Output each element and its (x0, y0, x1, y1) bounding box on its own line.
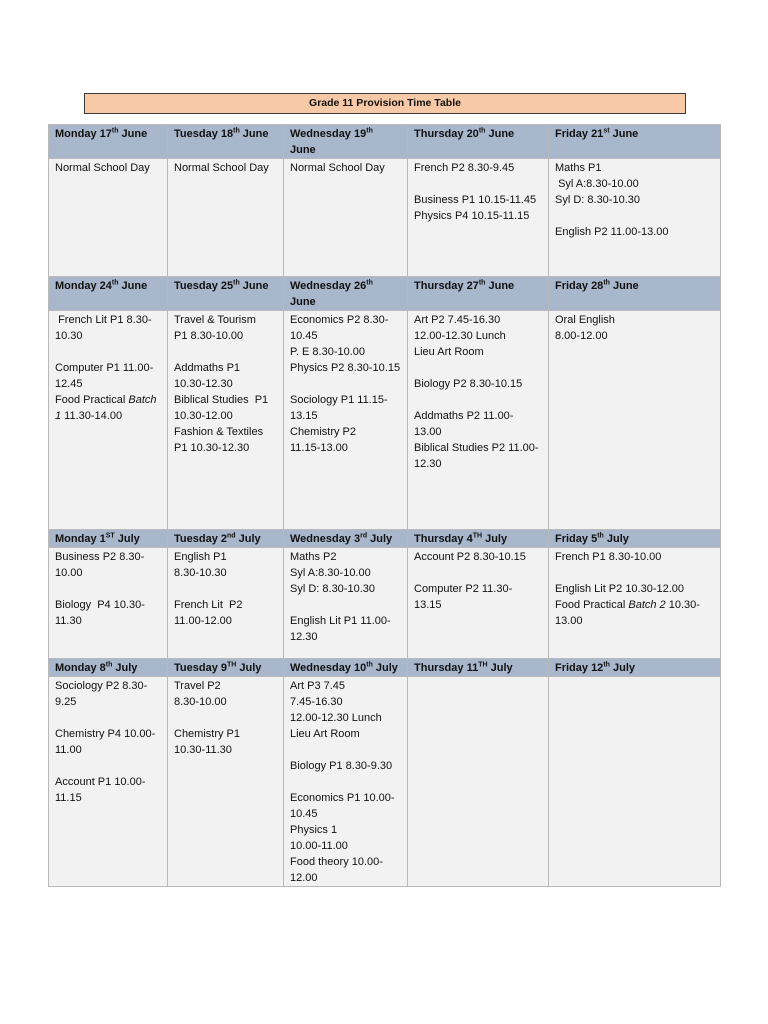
exam-line: Account P1 10.00- (55, 776, 146, 788)
exam-line: Art P2 7.45-16.30 (414, 314, 501, 326)
exam-line: Sociology P2 8.30- (55, 680, 148, 692)
exam-line: 13.00 (414, 426, 442, 438)
day-header (408, 277, 549, 311)
exam-line: P1 8.30-10.00 (174, 330, 244, 342)
day-header (408, 125, 549, 159)
day-month: July (482, 533, 508, 545)
day-month: June (609, 280, 639, 292)
exam-line: 11.00 (55, 744, 82, 756)
day-name: Friday 12 (555, 662, 604, 674)
exam-line (414, 360, 542, 376)
exam-line: 8.30-10.00 (174, 696, 227, 708)
day-month: June (239, 128, 269, 140)
day-month: July (112, 662, 138, 674)
exam-line (414, 392, 542, 408)
day-name: Wednesday 10 (290, 662, 367, 674)
exam-cell (168, 311, 284, 530)
exam-line: 12.00-12.30 Lunch (290, 712, 382, 724)
exam-line: Lieu Art Room (414, 346, 484, 358)
exam-line: 10.30-12.30 (174, 378, 233, 390)
exam-line: Travel & Tourism (174, 314, 256, 326)
day-ordinal-suffix: th (111, 127, 119, 135)
exam-line: Lieu Art Room (290, 728, 360, 740)
day-header (49, 125, 168, 159)
day-header (168, 125, 284, 159)
day-month: June (118, 128, 148, 140)
exam-cell (408, 677, 549, 887)
day-header (168, 659, 284, 677)
day-name: Wednesday 3 (290, 533, 361, 545)
exam-cell (168, 548, 284, 659)
exam-line: French Lit P1 8.30- (55, 314, 152, 326)
exam-line: 12.30 (414, 458, 442, 470)
exam-line: French P2 8.30-9.45 (414, 162, 515, 174)
day-ordinal-suffix: th (366, 279, 373, 287)
day-header (284, 277, 408, 311)
day-name: Tuesday 18 (174, 128, 234, 140)
exam-cell (49, 548, 168, 659)
exam-line (55, 710, 161, 726)
day-name: Monday 17 (55, 128, 112, 140)
exam-cell (284, 548, 408, 659)
exam-line: Addmaths P2 11.00- (414, 410, 514, 422)
exam-line: Business P1 10.15-11.45 (414, 194, 537, 206)
day-name: Wednesday 26 (290, 280, 367, 292)
exam-line: Syl D: 8.30-10.30 (290, 583, 375, 595)
exam-cell (549, 159, 721, 277)
day-ordinal-suffix: th (366, 127, 373, 135)
day-header (284, 530, 408, 548)
day-ordinal-suffix: th (597, 532, 604, 540)
exam-line: French P1 8.30-10.00 (555, 551, 662, 563)
exam-line: Syl A:8.30-10.00 (290, 567, 371, 579)
exam-line: English Lit P2 10.30-12.00 (555, 583, 685, 595)
day-month: June (290, 144, 316, 156)
exam-line: Biblical Studies P1 (174, 394, 269, 406)
exam-line: P1 10.30-12.30 (174, 442, 250, 454)
day-ordinal-suffix: th (603, 279, 610, 287)
exam-line: Chemistry P4 10.00- (55, 728, 156, 740)
exam-line: Addmaths P1 (174, 362, 241, 374)
exam-line (414, 565, 542, 581)
day-header (549, 659, 721, 677)
day-ordinal-suffix: TH (478, 661, 488, 669)
exam-cell (284, 677, 408, 887)
day-name: Friday 21 (555, 128, 604, 140)
day-name: Monday 1 (55, 533, 106, 545)
day-header (168, 277, 284, 311)
exam-line: Normal School Day (55, 162, 150, 174)
exam-line: 13.15 (290, 410, 318, 422)
exam-cell (49, 311, 168, 530)
exam-line: 8.00-12.00 (555, 330, 608, 342)
day-ordinal-suffix: TH (227, 661, 237, 669)
day-name: Thursday 20 (414, 128, 479, 140)
day-month: July (235, 533, 261, 545)
day-month: June (485, 128, 515, 140)
day-name: Thursday 4 (414, 533, 473, 545)
week-header-row (49, 277, 721, 311)
exam-line: 13.00 (555, 615, 583, 627)
batch-label: Batch (128, 394, 157, 406)
exam-line: Maths P2 (290, 551, 337, 563)
exam-line: 7.45-16.30 (290, 696, 343, 708)
exam-line: Normal School Day (290, 162, 385, 174)
exam-line: 10.30-11.30 (174, 744, 232, 756)
exam-line: Biblical Studies P2 11.00- (414, 442, 539, 454)
exam-line: Biology P1 8.30-9.30 (290, 760, 393, 772)
day-ordinal-suffix: ST (105, 532, 115, 540)
exam-line (290, 774, 401, 790)
day-name: Thursday 11 (414, 662, 479, 674)
exam-line: Business P2 8.30- (55, 551, 145, 563)
exam-line: 1 11.30-14.00 (55, 410, 123, 422)
batch-label: 1 (55, 410, 62, 422)
exam-cell (49, 159, 168, 277)
day-month: July (603, 533, 629, 545)
exam-cell (49, 677, 168, 887)
week-exams-row (49, 311, 721, 530)
exam-line: Physics P2 8.30-10.15 (290, 362, 401, 374)
batch-label: Batch 2 (628, 599, 666, 611)
exam-line: Physics 1 (290, 824, 338, 836)
exam-line: 8.30-10.30 (174, 567, 227, 579)
exam-line: Normal School Day (174, 162, 269, 174)
exam-line (174, 710, 277, 726)
day-ordinal-suffix: th (478, 127, 486, 135)
exam-cell (408, 548, 549, 659)
exam-line: 12.30 (290, 631, 318, 643)
exam-cell (284, 159, 408, 277)
day-name: Monday 24 (55, 280, 112, 292)
week-header-row (49, 530, 721, 548)
exam-line: Biology P4 10.30- (55, 599, 145, 611)
exam-line: Maths P1 (555, 162, 602, 174)
day-header (49, 530, 168, 548)
timetable (48, 124, 721, 887)
day-header (549, 125, 721, 159)
exam-line: 10.30 (55, 330, 83, 342)
exam-line: Computer P1 11.00- (55, 362, 154, 374)
exam-line: 11.00-12.00 (174, 615, 232, 627)
exam-cell (549, 677, 721, 887)
exam-line: Chemistry P1 (174, 728, 241, 740)
day-ordinal-suffix: th (105, 661, 113, 669)
exam-line: 10.00-11.00 (290, 840, 348, 852)
day-header (549, 277, 721, 311)
exam-line (290, 376, 401, 392)
exam-line: Food Practical Batch 2 10.30- (555, 599, 700, 611)
day-month: June (485, 280, 515, 292)
day-month: July (372, 662, 398, 674)
exam-line: Travel P2 (174, 680, 221, 692)
exam-line: English P2 11.00-13.00 (555, 226, 669, 238)
day-month: June (609, 128, 639, 140)
exam-line: Oral English (555, 314, 615, 326)
exam-cell (284, 311, 408, 530)
exam-line: 10.45 (290, 330, 318, 342)
week-exams-row (49, 159, 721, 277)
day-ordinal-suffix: st (603, 127, 610, 135)
exam-line: Computer P2 11.30- (414, 583, 513, 595)
exam-line (555, 565, 714, 581)
exam-line: Physics P4 10.15-11.15 (414, 210, 530, 222)
exam-cell (408, 159, 549, 277)
exam-line (174, 581, 277, 597)
day-month: July (367, 533, 393, 545)
exam-cell (549, 548, 721, 659)
day-month: July (487, 662, 513, 674)
exam-line (290, 597, 401, 613)
exam-line: 11.15-13.00 (290, 442, 348, 454)
day-ordinal-suffix: nd (227, 532, 236, 540)
day-ordinal-suffix: th (233, 279, 240, 287)
exam-line: Food Practical Batch (55, 394, 157, 406)
day-ordinal-suffix: th (478, 279, 486, 287)
exam-line: Syl D: 8.30-10.30 (555, 194, 640, 206)
exam-cell (549, 311, 721, 530)
week-header-row (49, 659, 721, 677)
exam-cell (168, 677, 284, 887)
day-name: Friday 5 (555, 533, 598, 545)
exam-line (414, 176, 542, 192)
week-header-row (49, 125, 721, 159)
exam-line: English P1 (174, 551, 227, 563)
day-month: June (118, 280, 148, 292)
day-ordinal-suffix: TH (472, 532, 483, 540)
exam-line: Economics P2 8.30- (290, 314, 389, 326)
day-ordinal-suffix: th (603, 661, 610, 669)
day-month: July (609, 662, 635, 674)
exam-line (55, 758, 161, 774)
exam-line: Economics P1 10.00- (290, 792, 395, 804)
day-month: June (239, 280, 269, 292)
exam-line (55, 344, 161, 360)
day-name: Friday 28 (555, 280, 604, 292)
day-header (49, 277, 168, 311)
exam-line (555, 208, 714, 224)
day-name: Wednesday 19 (290, 128, 367, 140)
day-ordinal-suffix: th (233, 127, 240, 135)
day-name: Tuesday 2 (174, 533, 227, 545)
day-name: Thursday 27 (414, 280, 479, 292)
day-header (284, 125, 408, 159)
exam-line: 10.30-12.00 (174, 410, 233, 422)
exam-line: Sociology P1 11.15- (290, 394, 388, 406)
day-header (284, 659, 408, 677)
exam-line (55, 581, 161, 597)
day-header (408, 659, 549, 677)
exam-line: 12.00 (290, 872, 318, 884)
day-name: Monday 8 (55, 662, 106, 674)
day-name: Tuesday 25 (174, 280, 234, 292)
day-month: July (114, 533, 140, 545)
exam-line: French Lit P2 (174, 599, 243, 611)
day-header (408, 530, 549, 548)
day-ordinal-suffix: th (366, 661, 373, 669)
timetable-title: Grade 11 Provision Time Table (84, 93, 686, 114)
day-month: July (236, 662, 262, 674)
exam-line: Account P2 8.30-10.15 (414, 551, 526, 563)
exam-line: Biology P2 8.30-10.15 (414, 378, 523, 390)
exam-line: Syl A:8.30-10.00 (555, 178, 639, 190)
exam-line: Food theory 10.00- (290, 856, 383, 868)
exam-line: 10.45 (290, 808, 318, 820)
exam-line: 10.00 (55, 567, 83, 579)
exam-line (174, 344, 277, 360)
exam-line: 11.30 (55, 615, 82, 627)
day-ordinal-suffix: rd (360, 532, 368, 540)
day-month: June (290, 296, 316, 308)
exam-line: 12.45 (55, 378, 83, 390)
week-exams-row (49, 677, 721, 887)
exam-line: 9.25 (55, 696, 77, 708)
exam-line: Fashion & Textiles (174, 426, 264, 438)
exam-line: 12.00-12.30 Lunch (414, 330, 506, 342)
exam-line: English Lit P1 11.00- (290, 615, 391, 627)
exam-cell (168, 159, 284, 277)
exam-cell (408, 311, 549, 530)
exam-line (290, 742, 401, 758)
day-header (549, 530, 721, 548)
day-header (49, 659, 168, 677)
exam-line: Art P3 7.45 (290, 680, 346, 692)
week-exams-row (49, 548, 721, 659)
exam-line: 13.15 (414, 599, 442, 611)
day-header (168, 530, 284, 548)
exam-line: P. E 8.30-10.00 (290, 346, 366, 358)
day-ordinal-suffix: th (111, 279, 119, 287)
exam-line: 11.15 (55, 792, 82, 804)
day-name: Tuesday 9 (174, 662, 227, 674)
exam-line: Chemistry P2 (290, 426, 357, 438)
